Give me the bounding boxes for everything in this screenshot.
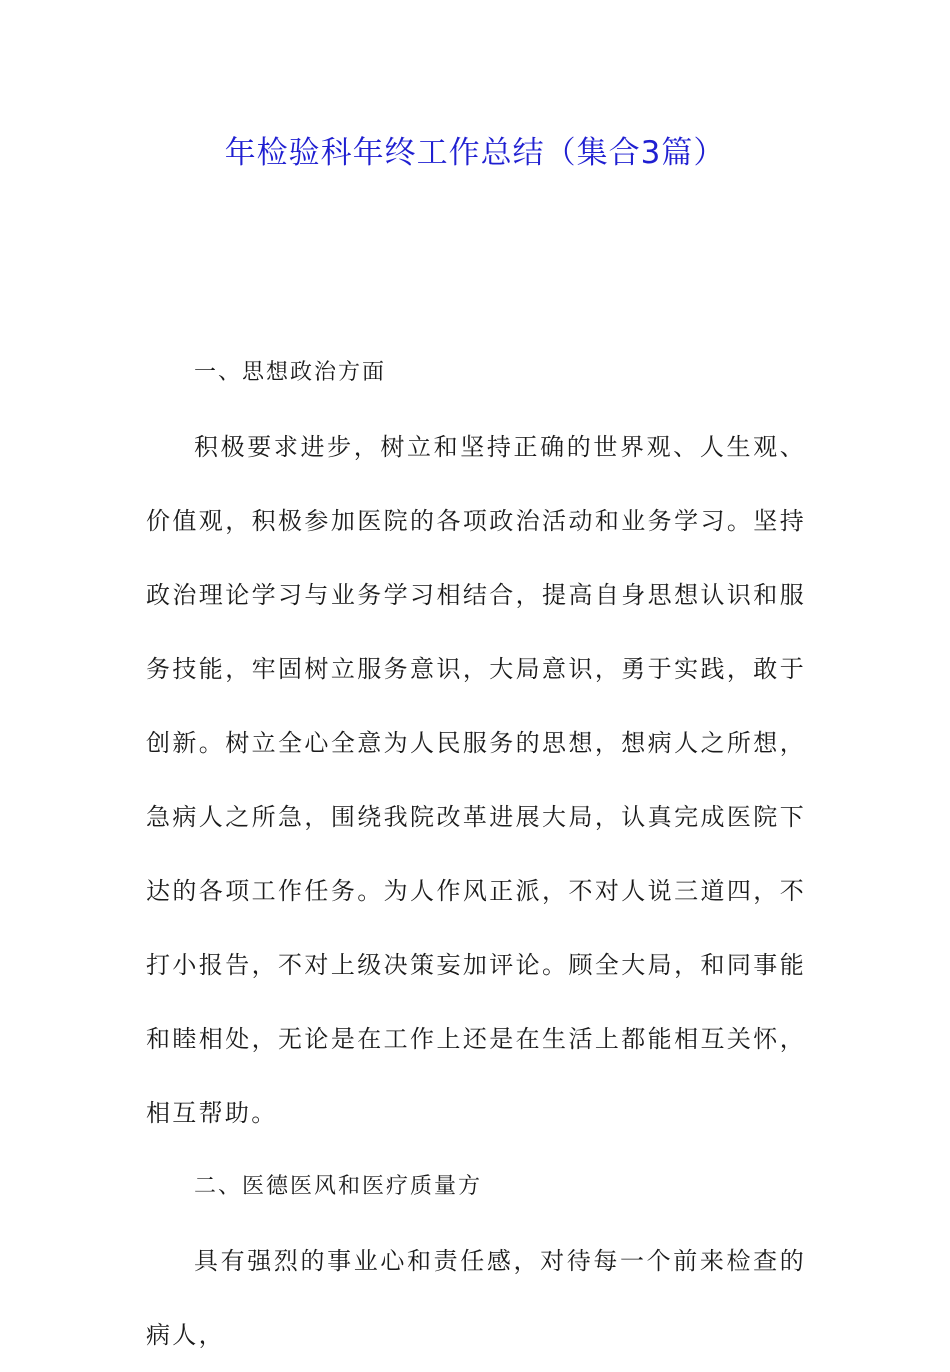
section-paragraph-1: 积极要求进步，树立和坚持正确的世界观、人生观、价值观，积极参加医院的各项政治活动和业务学习。坚持政治理论学习与业务学习相结合，提高自身思想认识和服务技能，牢固树立服务意识，大局意识，勇于实践，敢于创新。树立全心全意为人民服务的思想，想病人之所想，急病人之所急，围绕我院改革进展大局，认真完成医院下达的各项工作任务。为人作风正派，不对人说三道四，不打小报告，不对上级决策妄加评论。顾全大局，和同事能和睦相处，无论是在工作上还是在生活上都能相互关怀，相互帮助。 [146, 433, 806, 1127]
section-paragraph-2: 具有强烈的事业心和责任感，对待每一个前来检查的病人， [146, 1247, 806, 1349]
section-heading-1: 一、思想政治方面 [194, 360, 387, 385]
document-title: 年检验科年终工作总结（集合3篇） [224, 135, 726, 171]
section-heading-2: 二、医德医风和医疗质量方 [194, 1174, 483, 1199]
document-body [146, 336, 806, 1372]
